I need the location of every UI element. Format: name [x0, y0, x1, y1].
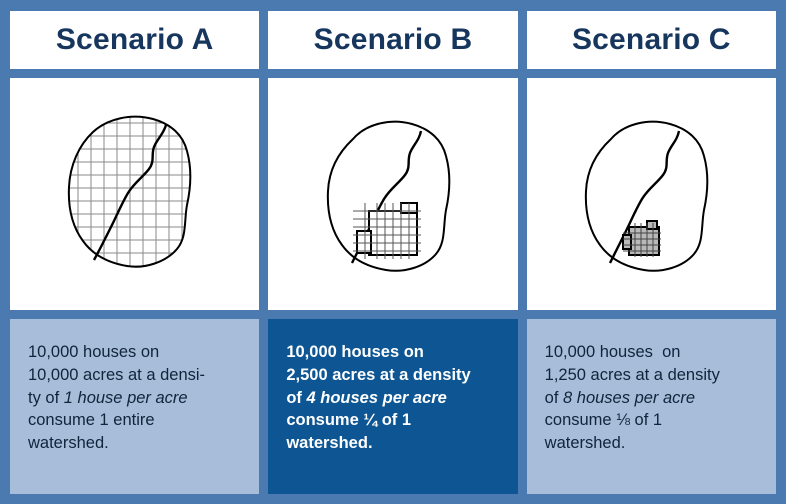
caption-line: 10,000 houses on [544, 343, 681, 361]
watershed-quarter-grid-icon [293, 99, 493, 289]
caption-line [286, 387, 499, 410]
scenario-c-title: Scenario C [571, 23, 731, 56]
caption-line: watershed. [28, 434, 109, 453]
scenario-b-header [268, 11, 517, 69]
scenario-c-figure-panel [527, 78, 776, 310]
scenario-a-caption [10, 319, 259, 494]
caption-line: consume ⅛ of 1 [544, 411, 663, 430]
scenario-b-title: Scenario B [313, 23, 473, 56]
scenario-column-c [527, 11, 776, 494]
scenario-column-a [10, 11, 259, 494]
caption-line: watershed. [286, 434, 373, 453]
caption-text: of [544, 388, 564, 407]
caption-line: 10,000 acres at a densi- [28, 365, 206, 384]
watershed-eighth-grid-icon [551, 99, 751, 289]
caption-line: watershed. [544, 434, 626, 453]
caption-line: consume ¼ of 1 [286, 411, 412, 430]
scenario-a-title: Scenario A [55, 23, 214, 56]
caption-line: consume 1 entire [28, 411, 155, 430]
scenario-c-caption [527, 319, 776, 494]
scenario-c-header [527, 11, 776, 69]
caption-text: ty of [28, 388, 64, 407]
scenario-a-header [10, 11, 259, 69]
watershed-c-development-block [623, 221, 661, 257]
watershed-b-development-block [353, 203, 421, 259]
caption-emphasis: 1 house per acre [63, 388, 188, 407]
scenario-b-figure-panel [268, 78, 517, 310]
watershed-a-grid-fill [55, 109, 225, 279]
caption-line [28, 387, 241, 410]
caption-line: 10,000 houses on [28, 343, 160, 361]
scenario-a-figure-panel [10, 78, 259, 310]
caption-line [545, 387, 758, 410]
caption-line: 2,500 acres at a density [286, 365, 471, 384]
watershed-full-grid-icon [35, 99, 235, 289]
caption-emphasis: 4 houses per acre [306, 388, 447, 407]
scenario-b-caption [268, 319, 517, 494]
caption-line: 10,000 houses on [286, 343, 424, 361]
caption-line: 1,250 acres at a density [544, 365, 720, 384]
caption-emphasis: 8 houses per acre [563, 388, 696, 407]
caption-text: of [286, 388, 307, 407]
scenario-column-b [268, 11, 517, 494]
